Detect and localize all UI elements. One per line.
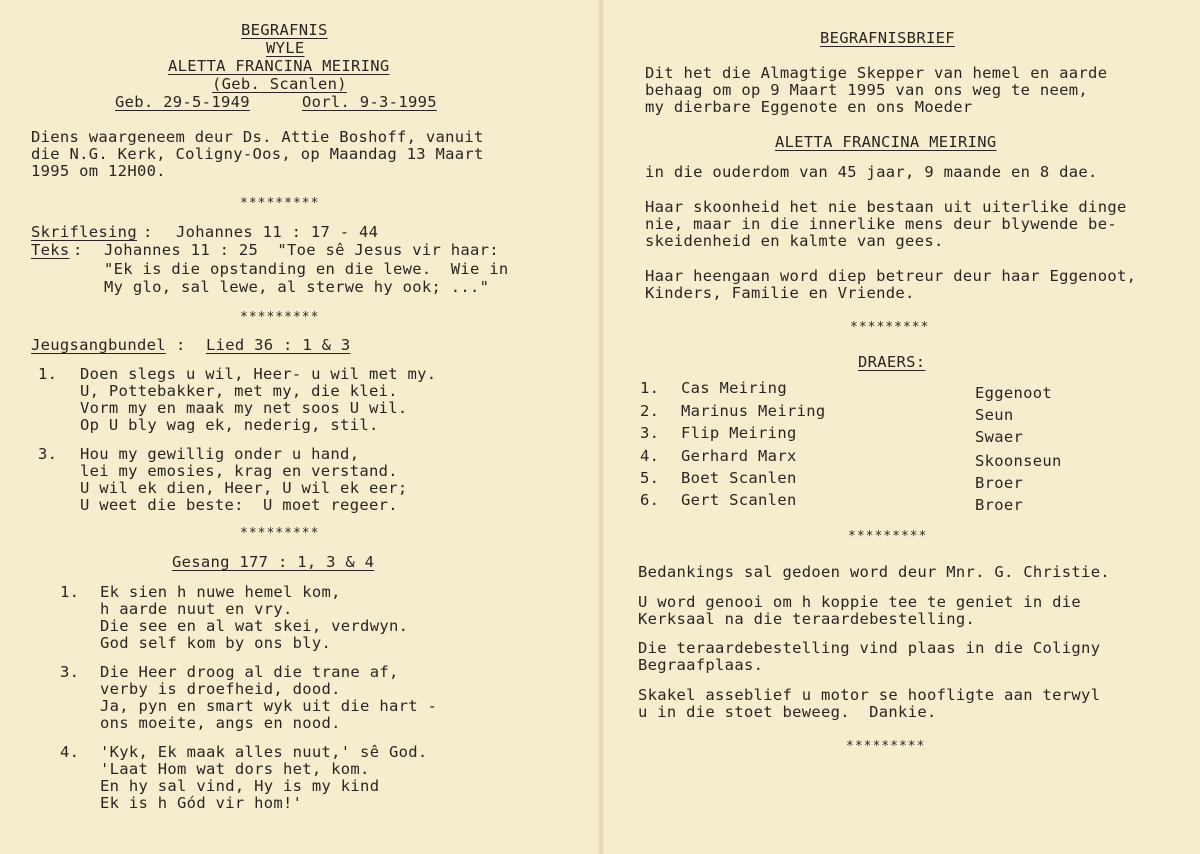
burial-line: Begraafplaas. [638, 656, 764, 674]
bearer-name: Marinus Meiring [681, 402, 826, 420]
service-line: Diens waargeneem deur Ds. Attie Boshoff, vanuit [31, 128, 484, 146]
verse-line: Hou my gewillig onder u hand, [80, 445, 360, 463]
age-line: in die ouderdom van 45 jaar, 9 maande en 8 dae. [645, 163, 1098, 181]
intro-line: behaag om op 9 Maart 1995 van ons weg te neem, [645, 81, 1089, 99]
service-line: 1995 om 12H00. [31, 162, 166, 180]
birth-date: Geb. 29-5-1949 [115, 93, 250, 111]
letter-title: BEGRAFNISBRIEF [820, 29, 955, 47]
reading-colon: : [143, 223, 153, 241]
text-label: Teks [31, 241, 70, 259]
hymnbook-colon: : [176, 336, 186, 354]
page-fold [598, 0, 604, 854]
verse-line: Op U bly wag ek, nederig, stil. [80, 416, 379, 434]
tea-line: U word genooi om h koppie tee te geniet in die [638, 593, 1082, 611]
verse-number: 1. [60, 583, 80, 601]
lights-line: Skakel asseblief u motor se hoofligte aan terwyl [638, 686, 1101, 704]
verse-line: ons moeite, angs en nood. [100, 714, 341, 732]
hymnbook-label: Jeugsangbundel [31, 336, 166, 354]
bearer-number: 2. [640, 402, 660, 420]
verse-line: lei my emosies, krag en verstand. [80, 462, 398, 480]
verse-line: Vorm my en maak my net soos U wil. [80, 399, 408, 417]
service-line: die N.G. Kerk, Coligny-Oos, op Maandag 13 Maart [31, 145, 484, 163]
title-begrafnis: BEGRAFNIS [241, 21, 328, 39]
text-colon: : [73, 241, 83, 259]
separator-stars: ********* [848, 529, 928, 544]
verse-line: En hy sal vind, Hy is my kind [100, 777, 380, 795]
verse-number: 3. [38, 445, 58, 463]
reading-value: Johannes 11 : 17 - 44 [176, 223, 379, 241]
death-date: Oorl. 9-3-1995 [302, 93, 437, 111]
title-name: ALETTA FRANCINA MEIRING [168, 57, 390, 75]
bearer-relation: Skoonseun [975, 452, 1062, 470]
verse-number: 3. [60, 663, 80, 681]
lights-line: u in die stoet beweeg. Dankie. [638, 703, 937, 721]
verse-line: verby is droefheid, dood. [100, 680, 341, 698]
bearer-name: Cas Meiring [681, 379, 787, 397]
title-wyle: WYLE [266, 39, 305, 57]
verse-line: Doen slegs u wil, Heer- u wil met my. [80, 365, 437, 383]
beauty-line: Haar skoonheid het nie bestaan uit uiterlike dinge [645, 198, 1127, 216]
tea-line: Kerksaal na die teraardebestelling. [638, 610, 976, 628]
bearer-relation: Broer [975, 496, 1024, 514]
bearer-relation: Swaer [975, 428, 1024, 446]
mourned-line: Haar heengaan word diep betreur deur haar Eggenoot, [645, 267, 1137, 285]
verse-number: 4. [60, 743, 80, 761]
verse-line: Die Heer droog al die trane af, [100, 663, 399, 681]
bearer-name: Gerhard Marx [681, 447, 797, 465]
verse-line: 'Laat Hom wat dors het, kom. [100, 760, 370, 778]
intro-line: Dit het die Almagtige Skepper van hemel en aarde [645, 64, 1108, 82]
text-line: "Ek is die opstanding en die lewe. Wie in [104, 260, 509, 278]
bearer-number: 4. [640, 447, 660, 465]
verse-line: U, Pottebakker, met my, die klei. [80, 382, 398, 400]
verse-line: U wil ek dien, Heer, U wil ek eer; [80, 479, 408, 497]
verse-line: Ek is h Gód vir hom!' [100, 794, 303, 812]
bearer-relation: Seun [975, 406, 1014, 424]
verse-line: God self kom by ons bly. [100, 634, 332, 652]
separator-stars: ********* [850, 320, 930, 335]
thanks-line: Bedankings sal gedoen word deur Mnr. G. Christie. [638, 563, 1110, 581]
title-maiden-name: (Geb. Scanlen) [212, 75, 347, 93]
deceased-name: ALETTA FRANCINA MEIRING [775, 133, 997, 151]
verse-line: U weet die beste: U moet regeer. [80, 496, 398, 514]
verse-line: Die see en al wat skei, verdwyn. [100, 617, 409, 635]
bearer-name: Gert Scanlen [681, 491, 797, 509]
beauty-line: nie, maar in die innerlike mens deur blywende be- [645, 215, 1117, 233]
burial-line: Die teraardebestelling vind plaas in die Coligny [638, 639, 1101, 657]
bearer-number: 5. [640, 469, 660, 487]
bearer-number: 3. [640, 424, 660, 442]
verse-number: 1. [38, 365, 58, 383]
beauty-line: skeidenheid en kalmte van gees. [645, 232, 944, 250]
bearer-relation: Eggenoot [975, 384, 1053, 402]
separator-stars: ********* [240, 310, 320, 325]
separator-stars: ********* [846, 739, 926, 754]
verse-line: Ek sien h nuwe hemel kom, [100, 583, 341, 601]
intro-line: my dierbare Eggenote en ons Moeder [645, 98, 973, 116]
bearer-name: Boet Scanlen [681, 469, 797, 487]
bearer-relation: Broer [975, 474, 1024, 492]
verse-line: 'Kyk, Ek maak alles nuut,' sê God. [100, 743, 428, 761]
gesang-title: Gesang 177 : 1, 3 & 4 [172, 553, 375, 571]
separator-stars: ********* [240, 196, 320, 211]
bearers-title: DRAERS: [858, 353, 926, 371]
text-line: Johannes 11 : 25 "Toe sê Jesus vir haar: [104, 241, 499, 259]
reading-label: Skriflesing [31, 223, 137, 241]
bearer-number: 6. [640, 491, 660, 509]
separator-stars: ********* [240, 526, 320, 541]
mourned-line: Kinders, Familie en Vriende. [645, 284, 915, 302]
hymnbook-value: Lied 36 : 1 & 3 [206, 336, 351, 354]
text-line: My glo, sal lewe, al sterwe hy ook; ..." [104, 278, 490, 296]
verse-line: h aarde nuut en vry. [100, 600, 293, 618]
bearer-number: 1. [640, 379, 660, 397]
bearer-name: Flip Meiring [681, 424, 797, 442]
verse-line: Ja, pyn en smart wyk uit die hart - [100, 697, 438, 715]
